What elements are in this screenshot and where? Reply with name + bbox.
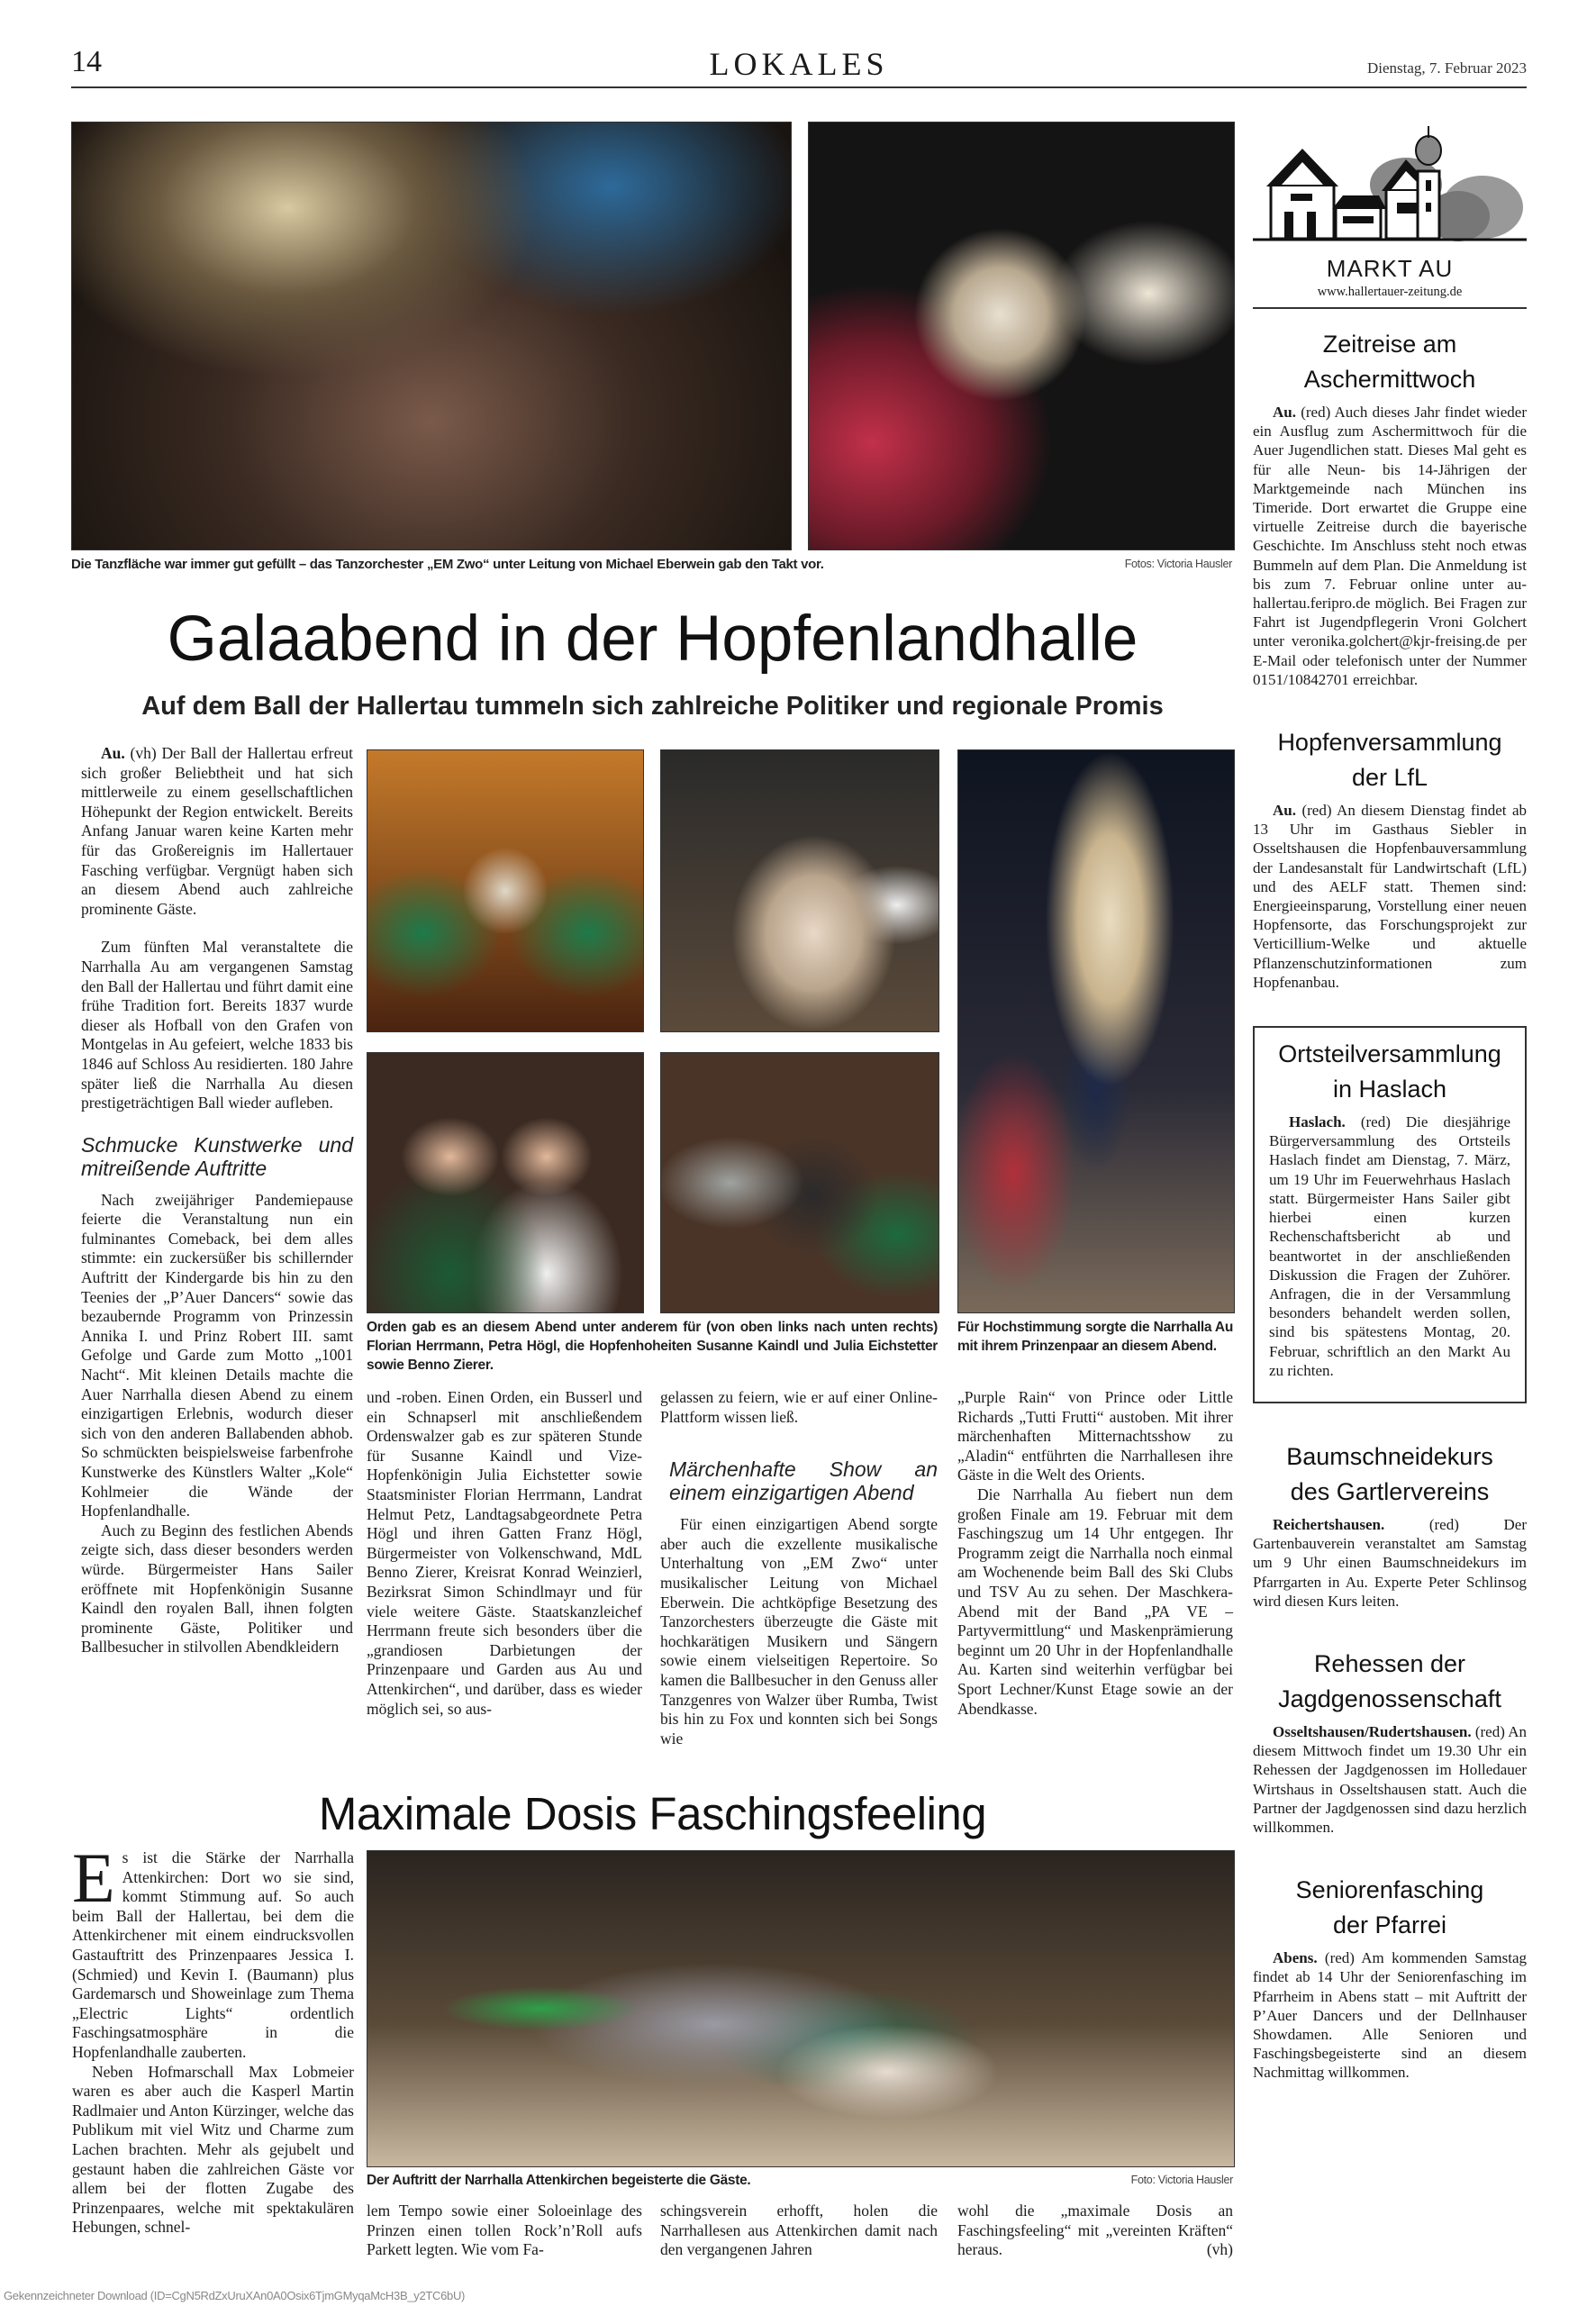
markt-au-logo-icon: [1253, 122, 1527, 243]
news-headline: Zeitreise am Aschermittwoch: [1303, 331, 1476, 393]
news-item: [1253, 1439, 1527, 1611]
news-item-boxed: [1253, 1026, 1527, 1403]
news-text: (red) Auch dieses Jahr findet wieder ein Ausflug zum Aschermittwoch für die Auer Jugendlichen statt. Dieses Mal geht es für alle Neun- bis 14-Jährigen der Marktgemeinde nach München ins Timeride. Dort erwartet die Gruppe eine virtuelle Zeitreise durch die bayerische Geschichte. Im Anschluss steht noch etwas Bummeln auf dem Plan. Die Anmeldung ist bis zum 7. Februar online unter au-hallertau.feripro.de möglich. Bei Fragen zur Fahrt ist Jugendpflegerin Vroni Golchert unter veronika.golchert@kjr-freising.de per E-Mail oder telefonisch unter der Nummer 0151/10842701 erreichbar.: [1253, 404, 1528, 688]
drop-cap: E: [72, 1838, 115, 1917]
news-text: (red) Die diesjährige Bürgerversammlung des Ortsteils Haslach findet am Dienstag, 7. März, um 19 Uhr im Feuerwehrhaus Haslach statt. Bürgermeister Hans Sailer gibt hierbei einen kurzen Rechenschaftsbericht ab und beantwortet in der anschließenden Diskussion die Fragen der Zuhörer. Anfragen, die in der Versammlung besonders behandelt werden sollen, sind bis spätestens Montag, 20. Februar, schriftlich an den Markt Au zu richten.: [1269, 1113, 1510, 1379]
issue-date: Dienstag, 7. Februar 2023: [1366, 59, 1527, 77]
news-item: [1253, 327, 1527, 689]
main-headline: Galaabend in der Hopfenlandhalle: [167, 604, 1138, 675]
dateline: Reichertshausen.: [1273, 1515, 1385, 1533]
logo-url: www.hallertauer-zeitung.de: [1317, 285, 1463, 299]
photo-grid-caption: Orden gab es an diesem Abend unter anderem für (von oben links nach unten rechts) Florian Herrmann, Petra Högl, die Hopfenhoheiten Susanne Kaindl und Julia Eichstetter sowie Benno Zierer.: [367, 1320, 938, 1373]
paragraph: (vh) Der Ball der Hallertau erfreut sich großer Beliebtheit und hat sich mittlerweile zu einem gesellschaftlichen Höhepunkt der Region entwickelt. Bereits Anfang Januar waren keine Karten mehr für das Großereignis im Hallertauer Fasching verfügbar. Vergnügt haben sich an diesem Abend auch zahlreiche prominente Gäste.: [81, 744, 354, 918]
photo-order-hoegl: [660, 749, 939, 1032]
second-article-column-4: [957, 2202, 1233, 2260]
news-text: (red) Der Gartenbauverein veranstaltet am Samstag um 9 Uhr einen Baumschneidekurs im Pfarrgarten in Au. Experte Peter Schlinsog wird diesen Kurs leiten.: [1253, 1515, 1527, 1610]
dateline: Abens.: [1273, 1949, 1318, 1967]
page-header: [71, 43, 1527, 88]
news-headline: Seniorenfasching der Pfarrei: [1295, 1876, 1484, 1939]
photo-dance-floor: [71, 122, 792, 550]
dateline: Au.: [1273, 404, 1296, 421]
paragraph: schingsverein erhofft, holen die Narrhallesen aus Attenkirchen damit nach den vergangenen Jahren: [660, 2202, 938, 2259]
paragraph: Zum fünften Mal veranstaltete die Narrhalla Au am vergangenen Samstag den Ball der Hallertau und führt damit eine frühe Tradition fort. Bereits 1837 wurde dieser als Hofball von den Grafen von Montgelas in Au gefeiert, welche 1833 bis 1846 auf Schloss Au residierten. 180 Jahre später ließ die Narrhalla Au diesen prestigeträchtigen Ball wieder aufleben.: [81, 938, 353, 1112]
main-article-column-4: [957, 1388, 1233, 1719]
paragraph: gelassen zu feiern, wie er auf einer Online-Plattform wissen ließ.: [660, 1388, 938, 1426]
photo-band-em-zwo: [808, 122, 1235, 550]
dateline: Haslach.: [1289, 1113, 1346, 1131]
second-article-column-2: [367, 2202, 642, 2260]
section-title: LOKALES: [709, 46, 889, 82]
paragraph: Nach zweijähriger Pandemiepause feierte die Veranstaltung nun ein fulminantes Comeback, bei dem alles stimmte: ein zuckersüßer bis schillernder Auftritt der Kindergarde bis hin zu den Teenies der „P’Auer Dancers“ sowie das bezaubernde Programm von Prinzessin Annika I. und Prinz Robert III. samt Gefolge und Garde zum Motto „1001 Nacht“. Mit kleinen Details machte die Auer Narrhalla diesen Abend zu einem einzigartigen Erlebnis, wodurch dieser sich von den anderen Ballabenden abhob. So schmückten beispielsweise farbenfrohe Kunstwerke des Künstlers Walter „Kole“ Kohlmeier die Wände der Hopfenlandhalle.: [81, 1190, 353, 1521]
main-article-column-1: [81, 744, 353, 1657]
paragraph: wohl die „maximale Dosis an Faschingsfeeling“ mit „vereinten Kräften“ heraus.: [957, 2202, 1233, 2259]
news-headline: Hopfenversammlung der LfL: [1277, 729, 1502, 792]
photo-order-zierer: [660, 1052, 939, 1313]
logo-divider: [1253, 307, 1527, 309]
logo-title: MARKT AU: [1326, 255, 1454, 282]
subheading: Schmucke Kunstwerke und mitreißende Auftritte: [81, 1132, 353, 1180]
photo-narrhalla-attenkirchen: [367, 1850, 1235, 2167]
dateline: Au.: [101, 744, 125, 762]
news-text: (red) An diesem Dienstag findet ab 13 Uhr im Gasthaus Siebler in Osseltshausen die Hopfenbauversammlung der Landesanstalt für Landwirtschaft (LfL) und des AELF statt. Themen sind: Energieeinsparung, Vorstellung einer neuen Hopfensorte, das Forschungsprojekt zur Verticillium-Welke und aktuelle Pflanzenschutzinformationen zum Hopfenanbau.: [1253, 802, 1527, 991]
news-text: (red) An diesem Mittwoch findet um 19.30 Uhr ein Rehessen der Jagdgenossen im Holledauer Wirtshaus in Osseltshausen statt. Auch die Partner der Jagdgenossen sind dazu herzlich willkommen.: [1253, 1722, 1528, 1836]
photo-order-herrmann: [367, 749, 644, 1032]
main-article-column-2: [367, 1388, 642, 1719]
sidebar: [1253, 122, 1527, 2083]
paragraph: Auch zu Beginn des festlichen Abends zeigte sich, dass dieser besonders werden würde. Bürgermeister Hans Sailer eröffnete mit Hopfenkönigin Susanne Kaindl den royalen Ball, ihnen folgten prominente Gäste, Politiker und Ballbesucher in stilvollen Abendkleidern: [81, 1521, 353, 1657]
dateline: Osseltshausen/Rudertshausen.: [1273, 1722, 1472, 1740]
top-photo-credit: Fotos: Victoria Hausler: [1124, 558, 1232, 570]
main-article-column-3: [660, 1388, 938, 1748]
news-headline: Baumschneidekurs des Gartlervereins: [1286, 1442, 1493, 1505]
page-number: 14: [71, 45, 102, 78]
second-photo-credit: Foto: Victoria Hausler: [1130, 2174, 1233, 2186]
second-headline: Maximale Dosis Faschingsfeeling: [318, 1788, 987, 1839]
news-item: [1253, 1647, 1527, 1837]
news-text: (red) Am kommenden Samstag findet ab 14 Uhr der Seniorenfasching im Pfarrheim in Abens statt – mit Auftritt der P’Auer Dancers und der Dellnhauser Showdamen. Alle Senioren und Faschingsbegeisterte sind an diesem Nachmittag willkommen.: [1253, 1949, 1527, 2082]
author-initials: (vh): [1206, 2240, 1233, 2259]
photo-hop-royalty: [367, 1052, 644, 1313]
news-headline: Ortsteilversammlung in Haslach: [1278, 1040, 1501, 1103]
paragraph: „Purple Rain“ von Prince oder Little Richards „Tutti Frutti“ austoben. Mit ihrer märchenhaften Mitternachtsshow zu „Aladin“ entführten die Narrhallesen ihre Gäste in die Welt des Orients.: [957, 1388, 1233, 1484]
paragraph: und -roben. Einen Orden, ein Busserl und ein Schnapserl mit anschließendem Ordenswalzer gab es zur späteren Stunde für Susanne Kaindl und Vize-Hopfenkönigin Julia Eichstetter sowie Staatsminister Florian Herrmann, Landrat Helmut Petz, Landtagsabgeordnete Petra Högl und ihren Gatten Franz Högl, Bürgermeister von Volkenschwand, MdL Benno Zierer, Kreisrat Konrad Weinzierl, Bezirksrat Simon Schindlmayr und für viele weitere Gäste. Staatskanzleichef Herrmann freute sich besonders über die „grandiosen Darbietungen der Prinzenpaare und Garden aus Au und Attenkirchen“, und darüber, dass es wieder möglich sei, so aus-: [367, 1388, 642, 1718]
second-article-column-1: [72, 1838, 354, 2238]
paragraph: Für einen einzigartigen Abend sorgte aber auch die exzellente musikalische Unterhaltung von „EM Zwo“ unter musikalischer Leitung von Michael Eberwein. Die achtköpfige Besetzung des Tanzorchesters überzeugte die Gäste mit hochkarätigen Musikern und Sängern sowie einem vielseitigen Repertoire. So kamen die Ballbesucher in den Genuss aller Tanzgenres von Walzer über Rumba, Twist bis hin zu Fox und konnten sich bei Songs wie: [660, 1515, 938, 1748]
news-item: [1253, 725, 1527, 992]
paragraph: s ist die Stärke der Narrhalla Attenkirchen: Dort wo sie sind, kommt Stimmung auf. So auch beim Ball der Hallertau, bei dem die Attenkirchener mit einem eindrucksvollen Gastauftritt des Prinzenpaares Jessica I. (Schmied) und Kevin I. (Baumann) plus Gardemarsch und Showeinlage zum Thema „Electric Lights“ ordentlich Faschingsatmosphäre in die Hopfenlandhalle zauberten.: [72, 1848, 354, 2061]
second-article-column-3: [660, 2202, 938, 2260]
second-photo-caption: Der Auftritt der Narrhalla Attenkirchen begeisterte die Gäste.: [367, 2173, 751, 2188]
paragraph: Neben Hofmarschall Max Lobmeier waren es aber auch die Kasperl Martin Radlmaier und Anton Kürzinger, welche das Publikum mit viel Witz und Charme zum Lachen brachten. Mehr als gejubelt und gestaunt haben die zahlreichen Gäste vor allem bei der flotten Zugabe des Prinzenpaares, welche mit spektakulären Hebungen, schnel-: [72, 2062, 354, 2237]
photo-prince-couple: [957, 749, 1235, 1313]
prince-couple-caption: Für Hochstimmung sorgte die Narrhalla Au mit ihrem Prinzenpaar an diesem Abend.: [957, 1320, 1233, 1354]
download-note: Gekennzeichneter Download (ID=CgN5RdZxUruXAn0A0Osix6TjmGMyqaMcH3B_y2TC6bU): [4, 2289, 466, 2302]
top-photo-caption: Die Tanzfläche war immer gut gefüllt – das Tanzorchester „EM Zwo“ unter Leitung von Michael Eberwein gab den Takt vor.: [71, 557, 824, 572]
news-headline: Rehessen der Jagdgenossenschaft: [1278, 1649, 1501, 1712]
news-item: [1253, 1873, 1527, 2082]
subheading: Märchenhafte Show an einem einzigartigen Abend: [669, 1457, 938, 1505]
dateline: Au.: [1273, 802, 1296, 820]
main-subheadline: Auf dem Ball der Hallertau tummeln sich zahlreiche Politiker und regionale Promis: [141, 692, 1164, 721]
paragraph: Die Narrhalla Au fiebert nun dem großen Finale am 19. Februar mit dem Faschingszug um 14 Uhr entgegen. Ihr Programm zeigt die Narrhalla noch einmal am Wochenende beim Ball des Ski Clubs und TSV Au zu sehen. Der Maschkera-Abend mit der Band „PA VE – Partyvermittlung“ und Maskenprämierung beginnt um 20 Uhr in der Hopfenlandhalle Au. Karten sind weiterhin verfügbar bei Sport Lechner/Kunst Etage sowie an der Abendkasse.: [957, 1484, 1233, 1718]
paragraph: lem Tempo sowie einer Soloeinlage des Prinzen einen tollen Rock’n’Roll aufs Parkett legten. Wie vom Fa-: [367, 2202, 642, 2259]
